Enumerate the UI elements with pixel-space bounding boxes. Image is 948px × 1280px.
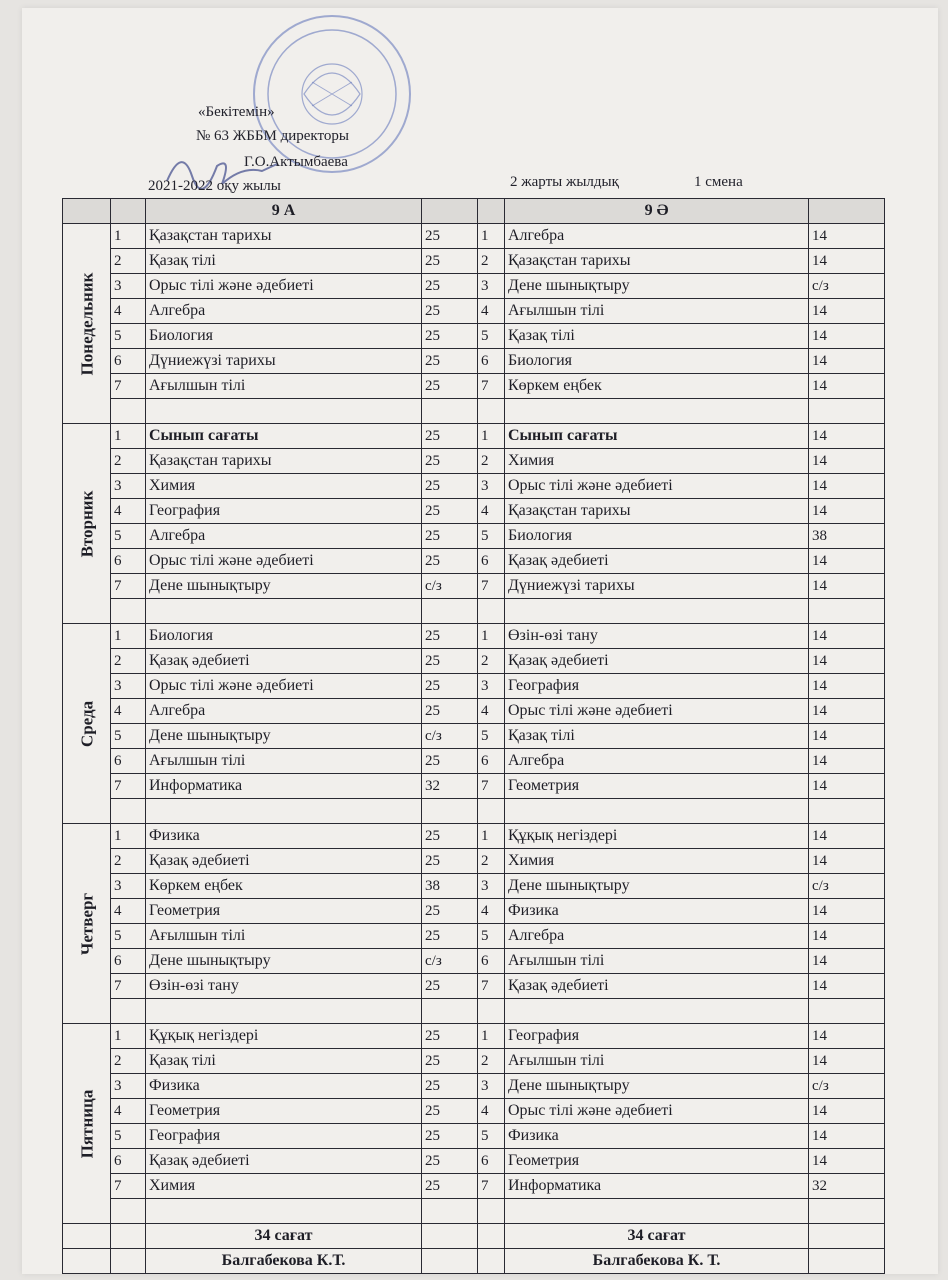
lesson-number-9ae: 3 bbox=[478, 1074, 505, 1099]
room-9a: 25 bbox=[422, 624, 478, 649]
room-9a: с/з bbox=[422, 574, 478, 599]
lesson-number-9ae: 4 bbox=[478, 499, 505, 524]
room-9ae: 32 bbox=[809, 1174, 885, 1199]
lesson-number-9a: 1 bbox=[111, 1024, 146, 1049]
subject-9a: Қазақ тілі bbox=[146, 249, 422, 274]
lesson-number-9ae: 6 bbox=[478, 749, 505, 774]
lesson-row bbox=[63, 299, 885, 324]
lesson-row bbox=[63, 274, 885, 299]
lesson-number-9ae: 2 bbox=[478, 449, 505, 474]
subject-9a: Құқық негіздері bbox=[146, 1024, 422, 1049]
room-9a: 25 bbox=[422, 474, 478, 499]
lesson-number-9ae: 7 bbox=[478, 974, 505, 999]
day-name: Вторник bbox=[77, 490, 96, 557]
class-teacher-9ae: Балгабекова К. Т. bbox=[505, 1249, 809, 1274]
lesson-row bbox=[63, 1149, 885, 1174]
room-9ae: 14 bbox=[809, 749, 885, 774]
room-9ae: 14 bbox=[809, 1049, 885, 1074]
lesson-row bbox=[63, 524, 885, 549]
room-9ae: 14 bbox=[809, 824, 885, 849]
room-9ae: 14 bbox=[809, 899, 885, 924]
room-9a: 25 bbox=[422, 1124, 478, 1149]
lesson-number-9ae: 1 bbox=[478, 424, 505, 449]
room-9a: 25 bbox=[422, 1174, 478, 1199]
room-9a: 25 bbox=[422, 699, 478, 724]
room-9ae: 14 bbox=[809, 549, 885, 574]
subject-9a: Дене шынықтыру bbox=[146, 724, 422, 749]
lesson-number-9a: 2 bbox=[111, 249, 146, 274]
subject-9a: Химия bbox=[146, 1174, 422, 1199]
room-9ae: 14 bbox=[809, 849, 885, 874]
lesson-row bbox=[63, 824, 885, 849]
day-cell bbox=[63, 224, 111, 424]
lesson-number-9a: 2 bbox=[111, 1049, 146, 1074]
lesson-number-9a: 3 bbox=[111, 1074, 146, 1099]
subject-9ae: Ағылшын тілі bbox=[505, 1049, 809, 1074]
room-9a: 25 bbox=[422, 899, 478, 924]
lesson-number-9ae: 6 bbox=[478, 949, 505, 974]
subject-9a: Сынып сағаты bbox=[146, 424, 422, 449]
lesson-number-9a: 6 bbox=[111, 1149, 146, 1174]
lesson-number-9a: 6 bbox=[111, 949, 146, 974]
room-9ae: 14 bbox=[809, 499, 885, 524]
semester-label: 2 жарты жылдық bbox=[510, 174, 619, 190]
room-9a: 25 bbox=[422, 849, 478, 874]
subject-9ae: Химия bbox=[505, 849, 809, 874]
subject-9a: Қазақ әдебиеті bbox=[146, 649, 422, 674]
day-name: Понедельник bbox=[77, 272, 96, 375]
room-9ae: 14 bbox=[809, 249, 885, 274]
lesson-row bbox=[63, 224, 885, 249]
lesson-row bbox=[63, 849, 885, 874]
lesson-row bbox=[63, 424, 885, 449]
day-name: Четверг bbox=[77, 892, 96, 955]
lesson-number-9ae: 2 bbox=[478, 249, 505, 274]
lesson-number-9a: 4 bbox=[111, 299, 146, 324]
lesson-number-9ae: 2 bbox=[478, 849, 505, 874]
lesson-number-9a: 7 bbox=[111, 574, 146, 599]
lesson-number-9a: 5 bbox=[111, 724, 146, 749]
subject-9a: Орыс тілі және әдебиеті bbox=[146, 674, 422, 699]
lesson-number-9ae: 1 bbox=[478, 1024, 505, 1049]
lesson-number-9ae: 4 bbox=[478, 299, 505, 324]
lesson-row bbox=[63, 624, 885, 649]
room-9a: с/з bbox=[422, 724, 478, 749]
room-9a: 25 bbox=[422, 1024, 478, 1049]
subject-9a: Алгебра bbox=[146, 699, 422, 724]
lesson-number-9a: 6 bbox=[111, 349, 146, 374]
subject-9a: Физика bbox=[146, 1074, 422, 1099]
subject-9ae: Сынып сағаты bbox=[505, 424, 809, 449]
room-9a: 25 bbox=[422, 224, 478, 249]
subject-9a: Химия bbox=[146, 474, 422, 499]
lesson-number-9a: 2 bbox=[111, 449, 146, 474]
day-separator-row bbox=[63, 799, 885, 824]
room-9a: 25 bbox=[422, 424, 478, 449]
room-9a: 25 bbox=[422, 824, 478, 849]
day-separator-row bbox=[63, 399, 885, 424]
lesson-row bbox=[63, 924, 885, 949]
lesson-number-9ae: 4 bbox=[478, 699, 505, 724]
subject-9ae: Алгебра bbox=[505, 924, 809, 949]
lesson-number-9ae: 6 bbox=[478, 549, 505, 574]
room-9ae: 14 bbox=[809, 1024, 885, 1049]
subject-9ae: Геометрия bbox=[505, 774, 809, 799]
room-9a: 25 bbox=[422, 349, 478, 374]
room-9ae: 14 bbox=[809, 474, 885, 499]
subject-9a: Биология bbox=[146, 624, 422, 649]
lesson-number-9ae: 3 bbox=[478, 474, 505, 499]
subject-9a: Қазақ тілі bbox=[146, 1049, 422, 1074]
room-9a: 25 bbox=[422, 924, 478, 949]
subject-9ae: География bbox=[505, 674, 809, 699]
subject-9a: География bbox=[146, 1124, 422, 1149]
lesson-number-9a: 1 bbox=[111, 224, 146, 249]
room-9ae: с/з bbox=[809, 274, 885, 299]
room-9ae: 14 bbox=[809, 974, 885, 999]
lesson-number-9a: 3 bbox=[111, 874, 146, 899]
lesson-number-9a: 7 bbox=[111, 374, 146, 399]
lesson-row bbox=[63, 649, 885, 674]
lesson-number-9ae: 5 bbox=[478, 324, 505, 349]
subject-9a: Биология bbox=[146, 324, 422, 349]
subject-9a: Қазақ әдебиеті bbox=[146, 1149, 422, 1174]
subject-9ae: Қазақ әдебиеті bbox=[505, 549, 809, 574]
lesson-number-9ae: 3 bbox=[478, 274, 505, 299]
subject-9a: Геометрия bbox=[146, 1099, 422, 1124]
room-9a: 32 bbox=[422, 774, 478, 799]
director-title: № 63 ЖББМ директоры bbox=[196, 128, 349, 144]
lesson-row bbox=[63, 724, 885, 749]
subject-9ae: Қазақ тілі bbox=[505, 724, 809, 749]
lesson-row bbox=[63, 324, 885, 349]
subject-9ae: Дене шынықтыру bbox=[505, 1074, 809, 1099]
lesson-row bbox=[63, 674, 885, 699]
subject-9ae: Алгебра bbox=[505, 224, 809, 249]
day-name: Среда bbox=[77, 700, 96, 747]
room-9a: с/з bbox=[422, 949, 478, 974]
subject-9a: Дене шынықтыру bbox=[146, 949, 422, 974]
lesson-row bbox=[63, 1174, 885, 1199]
room-9ae: 14 bbox=[809, 374, 885, 399]
subject-9a: Алгебра bbox=[146, 524, 422, 549]
room-9a: 25 bbox=[422, 274, 478, 299]
room-9ae: 14 bbox=[809, 924, 885, 949]
lesson-number-9a: 3 bbox=[111, 274, 146, 299]
lesson-number-9ae: 3 bbox=[478, 874, 505, 899]
lesson-number-9ae: 1 bbox=[478, 224, 505, 249]
subject-9a: Орыс тілі және әдебиеті bbox=[146, 549, 422, 574]
subject-9a: Дүниежүзі тарихы bbox=[146, 349, 422, 374]
subject-9ae: Дене шынықтыру bbox=[505, 874, 809, 899]
subject-9ae: Физика bbox=[505, 1124, 809, 1149]
subject-9ae: Қазақстан тарихы bbox=[505, 499, 809, 524]
lesson-row bbox=[63, 1124, 885, 1149]
subject-9ae: Орыс тілі және әдебиеті bbox=[505, 1099, 809, 1124]
subject-9ae: Орыс тілі және әдебиеті bbox=[505, 699, 809, 724]
room-9ae: 14 bbox=[809, 1124, 885, 1149]
subject-9a: Ағылшын тілі bbox=[146, 924, 422, 949]
room-9ae: 14 bbox=[809, 724, 885, 749]
academic-year: 2021-2022 оқу жылы bbox=[148, 178, 281, 194]
day-cell bbox=[63, 1024, 111, 1224]
room-9a: 25 bbox=[422, 1149, 478, 1174]
lesson-row bbox=[63, 574, 885, 599]
lesson-row bbox=[63, 349, 885, 374]
lesson-number-9a: 3 bbox=[111, 474, 146, 499]
total-hours-9ae: 34 сағат bbox=[505, 1224, 809, 1249]
subject-9a: Алгебра bbox=[146, 299, 422, 324]
subject-9a: Геометрия bbox=[146, 899, 422, 924]
room-9ae: 14 bbox=[809, 649, 885, 674]
lesson-number-9a: 1 bbox=[111, 424, 146, 449]
room-9ae: с/з bbox=[809, 874, 885, 899]
room-9a: 25 bbox=[422, 1074, 478, 1099]
room-9a: 25 bbox=[422, 974, 478, 999]
subject-9a: Өзін-өзі тану bbox=[146, 974, 422, 999]
lesson-number-9a: 4 bbox=[111, 1099, 146, 1124]
room-9a: 25 bbox=[422, 324, 478, 349]
lesson-number-9ae: 2 bbox=[478, 1049, 505, 1074]
subject-9ae: Дене шынықтыру bbox=[505, 274, 809, 299]
subject-9ae: Биология bbox=[505, 349, 809, 374]
subject-9ae: Қазақ әдебиеті bbox=[505, 649, 809, 674]
room-9a: 25 bbox=[422, 1049, 478, 1074]
room-9ae: 14 bbox=[809, 699, 885, 724]
subject-9a: Дене шынықтыру bbox=[146, 574, 422, 599]
lesson-number-9a: 1 bbox=[111, 824, 146, 849]
room-9a: 25 bbox=[422, 499, 478, 524]
lesson-row bbox=[63, 374, 885, 399]
lesson-row bbox=[63, 699, 885, 724]
lesson-number-9a: 6 bbox=[111, 549, 146, 574]
room-9ae: с/з bbox=[809, 1074, 885, 1099]
lesson-number-9a: 4 bbox=[111, 699, 146, 724]
subject-9ae: Қазақстан тарихы bbox=[505, 249, 809, 274]
room-9a: 25 bbox=[422, 299, 478, 324]
room-9ae: 14 bbox=[809, 324, 885, 349]
lesson-number-9a: 7 bbox=[111, 974, 146, 999]
day-cell bbox=[63, 424, 111, 624]
subject-9ae: Қазақ әдебиеті bbox=[505, 974, 809, 999]
lesson-row bbox=[63, 1049, 885, 1074]
room-9a: 25 bbox=[422, 749, 478, 774]
lesson-number-9ae: 5 bbox=[478, 524, 505, 549]
room-9a: 25 bbox=[422, 249, 478, 274]
lesson-row bbox=[63, 1024, 885, 1049]
room-9a: 25 bbox=[422, 1099, 478, 1124]
subject-9a: Ағылшын тілі bbox=[146, 749, 422, 774]
lesson-number-9a: 4 bbox=[111, 499, 146, 524]
day-name: Пятница bbox=[77, 1089, 96, 1158]
lesson-number-9ae: 1 bbox=[478, 624, 505, 649]
subject-9ae: Өзін-өзі тану bbox=[505, 624, 809, 649]
lesson-row bbox=[63, 949, 885, 974]
room-9a: 25 bbox=[422, 674, 478, 699]
subject-9ae: Химия bbox=[505, 449, 809, 474]
total-hours-row bbox=[63, 1224, 885, 1249]
lesson-row bbox=[63, 974, 885, 999]
lesson-row bbox=[63, 1099, 885, 1124]
subject-9ae: Ағылшын тілі bbox=[505, 299, 809, 324]
class-header-row bbox=[63, 199, 885, 224]
day-cell bbox=[63, 624, 111, 824]
room-9a: 25 bbox=[422, 449, 478, 474]
lesson-number-9ae: 3 bbox=[478, 674, 505, 699]
lesson-row bbox=[63, 874, 885, 899]
subject-9ae: Информатика bbox=[505, 1174, 809, 1199]
class-9a-heading: 9 А bbox=[146, 199, 422, 224]
lesson-number-9ae: 4 bbox=[478, 1099, 505, 1124]
subject-9a: Орыс тілі және әдебиеті bbox=[146, 274, 422, 299]
lesson-row bbox=[63, 1074, 885, 1099]
lesson-row bbox=[63, 749, 885, 774]
lesson-number-9a: 7 bbox=[111, 774, 146, 799]
lesson-row bbox=[63, 549, 885, 574]
lesson-number-9ae: 5 bbox=[478, 1124, 505, 1149]
room-9ae: 14 bbox=[809, 949, 885, 974]
lesson-number-9a: 5 bbox=[111, 924, 146, 949]
room-9ae: 14 bbox=[809, 1149, 885, 1174]
lesson-number-9a: 5 bbox=[111, 324, 146, 349]
lesson-number-9a: 2 bbox=[111, 849, 146, 874]
room-9ae: 14 bbox=[809, 624, 885, 649]
total-hours-9a: 34 сағат bbox=[146, 1224, 422, 1249]
subject-9a: Ағылшын тілі bbox=[146, 374, 422, 399]
subject-9ae: География bbox=[505, 1024, 809, 1049]
subject-9a: Көркем еңбек bbox=[146, 874, 422, 899]
room-9ae: 14 bbox=[809, 574, 885, 599]
room-9a: 38 bbox=[422, 874, 478, 899]
day-separator-row bbox=[63, 599, 885, 624]
subject-9ae: Орыс тілі және әдебиеті bbox=[505, 474, 809, 499]
timetable bbox=[62, 198, 885, 1274]
class-teacher-row bbox=[63, 1249, 885, 1274]
lesson-number-9ae: 4 bbox=[478, 899, 505, 924]
subject-9a: Қазақстан тарихы bbox=[146, 224, 422, 249]
room-9ae: 14 bbox=[809, 299, 885, 324]
lesson-number-9ae: 7 bbox=[478, 774, 505, 799]
day-separator-row bbox=[63, 1199, 885, 1224]
room-9ae: 14 bbox=[809, 674, 885, 699]
lesson-number-9ae: 7 bbox=[478, 374, 505, 399]
day-cell bbox=[63, 824, 111, 1024]
room-9a: 25 bbox=[422, 549, 478, 574]
room-9ae: 14 bbox=[809, 424, 885, 449]
lesson-row bbox=[63, 249, 885, 274]
shift-label: 1 смена bbox=[694, 174, 743, 190]
approval-label: «Бекітемін» bbox=[198, 104, 275, 120]
room-9a: 25 bbox=[422, 524, 478, 549]
room-9a: 25 bbox=[422, 649, 478, 674]
lesson-row bbox=[63, 499, 885, 524]
lesson-number-9a: 7 bbox=[111, 1174, 146, 1199]
subject-9ae: Дүниежүзі тарихы bbox=[505, 574, 809, 599]
lesson-number-9ae: 2 bbox=[478, 649, 505, 674]
lesson-number-9a: 4 bbox=[111, 899, 146, 924]
room-9a: 25 bbox=[422, 374, 478, 399]
lesson-row bbox=[63, 774, 885, 799]
room-9ae: 38 bbox=[809, 524, 885, 549]
lesson-row bbox=[63, 474, 885, 499]
lesson-row bbox=[63, 449, 885, 474]
room-9ae: 14 bbox=[809, 349, 885, 374]
subject-9ae: Құқық негіздері bbox=[505, 824, 809, 849]
lesson-number-9a: 3 bbox=[111, 674, 146, 699]
room-9ae: 14 bbox=[809, 774, 885, 799]
lesson-number-9a: 6 bbox=[111, 749, 146, 774]
subject-9a: Информатика bbox=[146, 774, 422, 799]
room-9ae: 14 bbox=[809, 1099, 885, 1124]
subject-9ae: Көркем еңбек bbox=[505, 374, 809, 399]
subject-9a: Қазақ әдебиеті bbox=[146, 849, 422, 874]
room-9ae: 14 bbox=[809, 224, 885, 249]
subject-9ae: Физика bbox=[505, 899, 809, 924]
class-teacher-9a: Балгабекова К.Т. bbox=[146, 1249, 422, 1274]
lesson-number-9ae: 7 bbox=[478, 574, 505, 599]
subject-9ae: Алгебра bbox=[505, 749, 809, 774]
lesson-number-9ae: 1 bbox=[478, 824, 505, 849]
lesson-number-9ae: 5 bbox=[478, 924, 505, 949]
subject-9ae: Қазақ тілі bbox=[505, 324, 809, 349]
lesson-number-9a: 5 bbox=[111, 1124, 146, 1149]
lesson-number-9a: 1 bbox=[111, 624, 146, 649]
director-name: Г.О.Актымбаева bbox=[244, 154, 348, 170]
lesson-number-9ae: 6 bbox=[478, 1149, 505, 1174]
subject-9a: Физика bbox=[146, 824, 422, 849]
room-9ae: 14 bbox=[809, 449, 885, 474]
subject-9ae: Биология bbox=[505, 524, 809, 549]
lesson-number-9ae: 7 bbox=[478, 1174, 505, 1199]
subject-9ae: Ағылшын тілі bbox=[505, 949, 809, 974]
class-9ae-heading: 9 Ә bbox=[505, 199, 809, 224]
subject-9ae: Геометрия bbox=[505, 1149, 809, 1174]
day-separator-row bbox=[63, 999, 885, 1024]
lesson-number-9ae: 6 bbox=[478, 349, 505, 374]
lesson-number-9ae: 5 bbox=[478, 724, 505, 749]
lesson-row bbox=[63, 899, 885, 924]
subject-9a: Қазақстан тарихы bbox=[146, 449, 422, 474]
subject-9a: География bbox=[146, 499, 422, 524]
lesson-number-9a: 5 bbox=[111, 524, 146, 549]
lesson-number-9a: 2 bbox=[111, 649, 146, 674]
